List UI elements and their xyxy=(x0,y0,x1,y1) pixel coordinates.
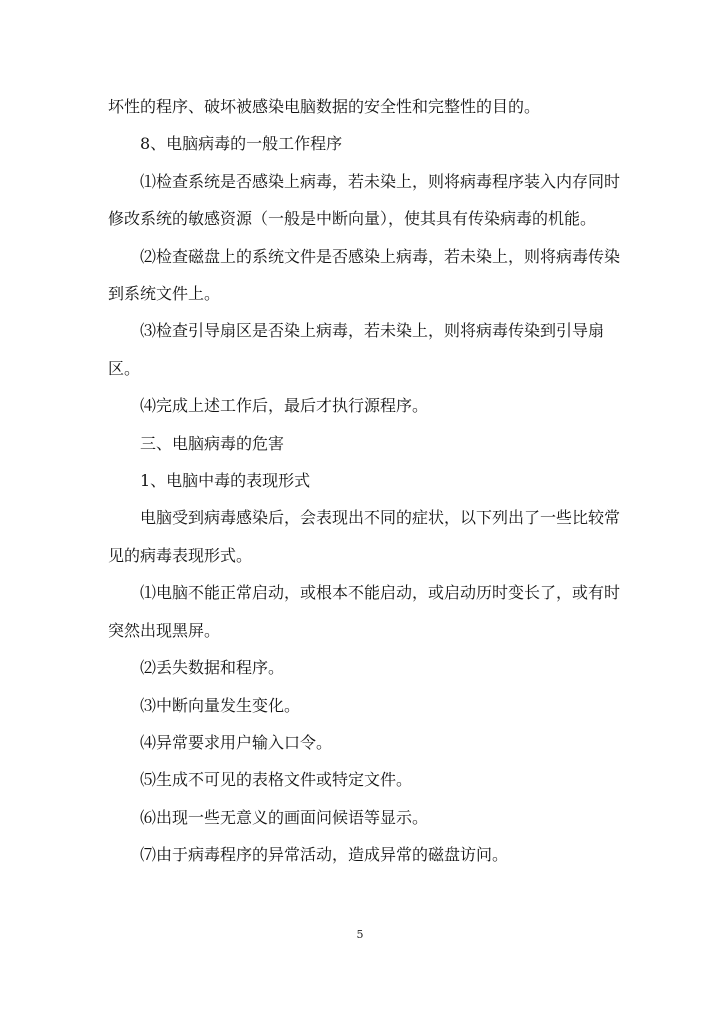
chapter-heading-virus-harm: 三、电脑病毒的危害 xyxy=(140,433,285,453)
list-item: ⑺由于病毒程序的异常活动，造成异常的磁盘访问。 xyxy=(140,845,509,865)
body-paragraph: 电脑受到病毒感染后，会表现出不同的症状，以下列出了一些比较常见的病毒表现形式。 xyxy=(108,508,621,565)
section-heading-infection-symptoms: 1、电脑中毒的表现形式 xyxy=(140,471,311,491)
list-item: ⑷异常要求用户输入口令。 xyxy=(140,732,333,752)
page-number: 5 xyxy=(356,928,364,941)
list-item: ⑶中断向量发生变化。 xyxy=(140,695,301,715)
list-item: ⑷完成上述工作后，最后才执行源程序。 xyxy=(140,396,429,416)
paragraph-continuation: 坏性的程序、破坏被感染电脑数据的安全性和完整性的目的。 xyxy=(108,97,541,116)
list-item: ⑵检查磁盘上的系统文件是否感染上病毒，若未染上，则将病毒传染到系统文件上。 xyxy=(108,246,621,304)
list-item: ⑹出现一些无意义的画面问候语等显示。 xyxy=(140,807,429,827)
section-heading-virus-work-procedure: 8、电脑病毒的一般工作程序 xyxy=(140,134,343,154)
list-item: ⑶检查引导扇区是否染上病毒，若未染上，则将病毒传染到引导扇区。 xyxy=(108,321,605,378)
list-item: ⑸生成不可见的表格文件或特定文件。 xyxy=(140,770,413,790)
list-item: ⑴电脑不能正常启动，或根本不能启动，或启动历时变长了，或有时突然出现黑屏。 xyxy=(108,583,621,640)
list-item: ⑵丢失数据和程序。 xyxy=(140,658,285,678)
document-body xyxy=(108,88,622,874)
list-item: ⑴检查系统是否感染上病毒，若未染上，则将病毒程序装入内存同时修改系统的敏感资源（一般是中断向量），使其具有传染病毒的机能。 xyxy=(108,171,621,229)
